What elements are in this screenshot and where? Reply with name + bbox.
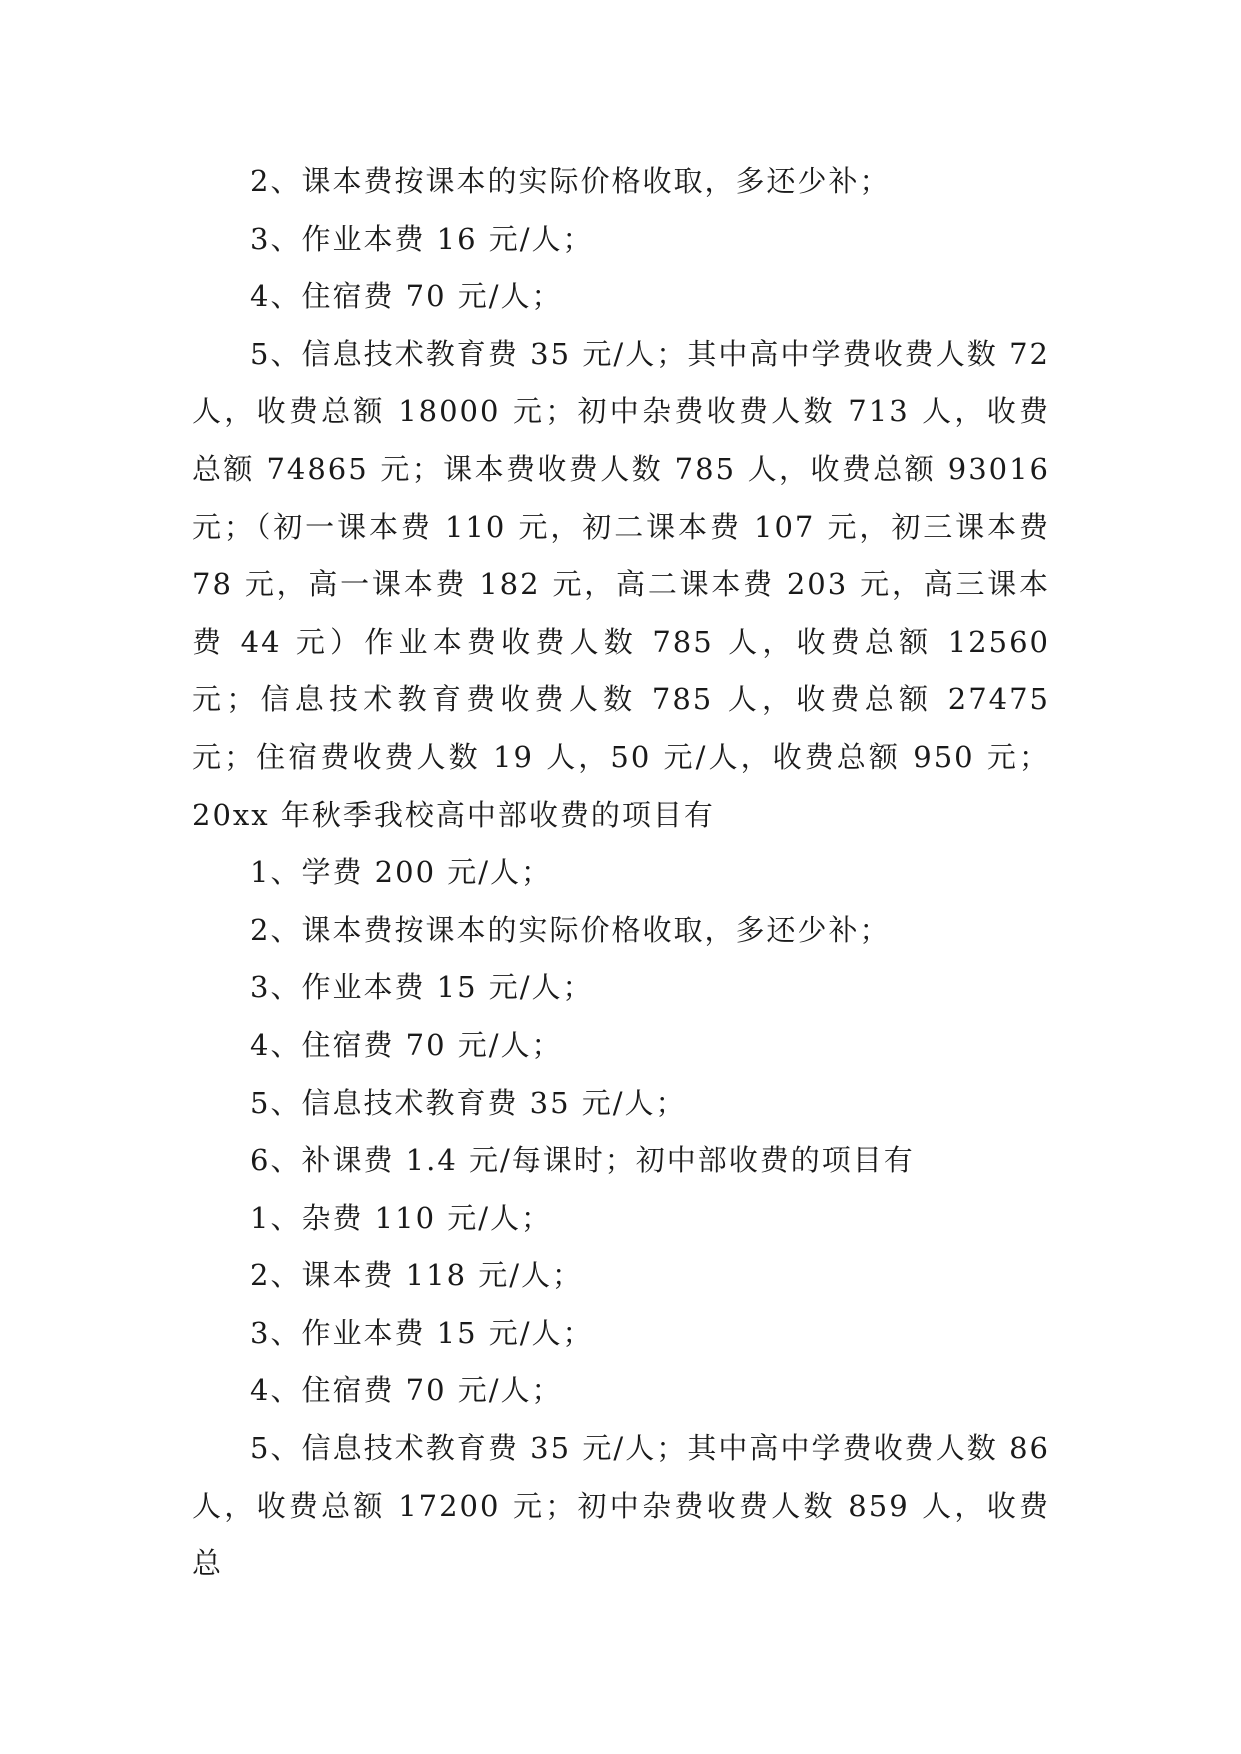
paragraph-12: 2、课本费 118 元/人； [250, 1258, 584, 1293]
paragraph-10: 6、补课费 1.4 元/每课时；初中部收费的项目有 [250, 1143, 915, 1178]
paragraph-7: 3、作业本费 15 元/人； [250, 970, 594, 1005]
document-body [192, 153, 1050, 1593]
paragraph-13: 3、作业本费 15 元/人； [250, 1315, 594, 1350]
paragraph-3: 4、住宿费 70 元/人； [250, 279, 563, 314]
paragraph-2: 3、作业本费 16 元/人； [250, 221, 594, 256]
paragraph-1: 2、课本费按课本的实际价格收取，多还少补； [250, 164, 891, 198]
paragraph-11: 1、杂费 110 元/人； [250, 1200, 553, 1235]
paragraph-6: 2、课本费按课本的实际价格收取，多还少补； [250, 912, 891, 947]
paragraph-14: 4、住宿费 70 元/人； [250, 1373, 563, 1408]
paragraph-8: 4、住宿费 70 元/人； [250, 1027, 563, 1062]
paragraph-4: 5、信息技术教育费 35 元/人；其中高中学费收费人数 72 人，收费总额 18000 元；初中杂费收费人数 713 人，收费总额 74865 元；课本费收费人数 785 人，收费总额 93016 元；（初一课本费 110 元，初二课本费 107 元，初三课本费 78 元，高一课本费 182 元，高二课本费 203 元，高三课本费 44 元）作业本费收费人数 785 人，收费总额 12560 元；信息技术教育费收费人数 785 人，收费总额 27475 元；住宿费收费人数 19 人，50 元/人，收费总额 950 元；20xx 年秋季我校高中部收费的项目有 [192, 336, 1050, 832]
paragraph-9: 5、信息技术教育费 35 元/人； [250, 1085, 687, 1120]
paragraph-5: 1、学费 200 元/人； [250, 855, 553, 890]
paragraph-15: 5、信息技术教育费 35 元/人；其中高中学费收费人数 86 人，收费总额 17200 元；初中杂费收费人数 859 人，收费总 [192, 1431, 1050, 1581]
